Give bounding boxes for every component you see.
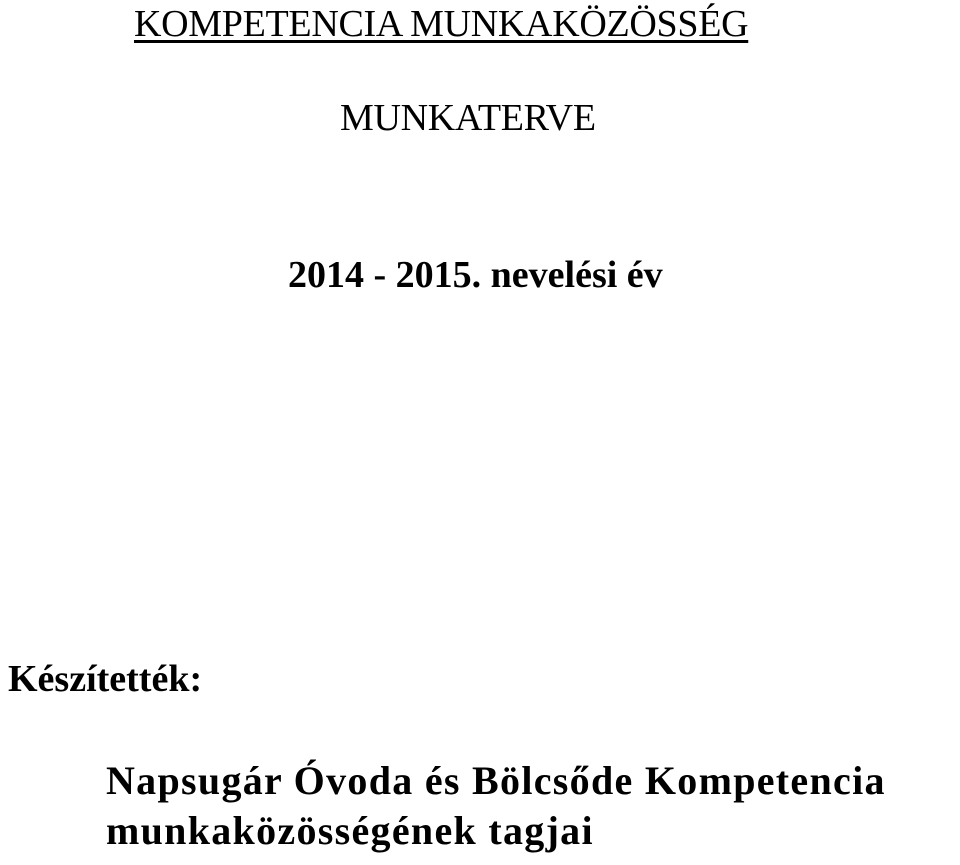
school-year: 2014 - 2015. nevelési év: [288, 254, 663, 296]
document-title: KOMPETENCIA MUNKAKÖZÖSSÉG: [134, 3, 749, 45]
authors-line-1: Napsugár Óvoda és Bölcsőde Kompetencia: [106, 758, 886, 803]
authors-line-2: munkaközösségének tagjai: [106, 808, 594, 853]
authors-block: [106, 756, 956, 856]
prepared-by-label: Készítették:: [8, 658, 203, 700]
document-subtitle: MUNKATERVE: [340, 97, 596, 139]
